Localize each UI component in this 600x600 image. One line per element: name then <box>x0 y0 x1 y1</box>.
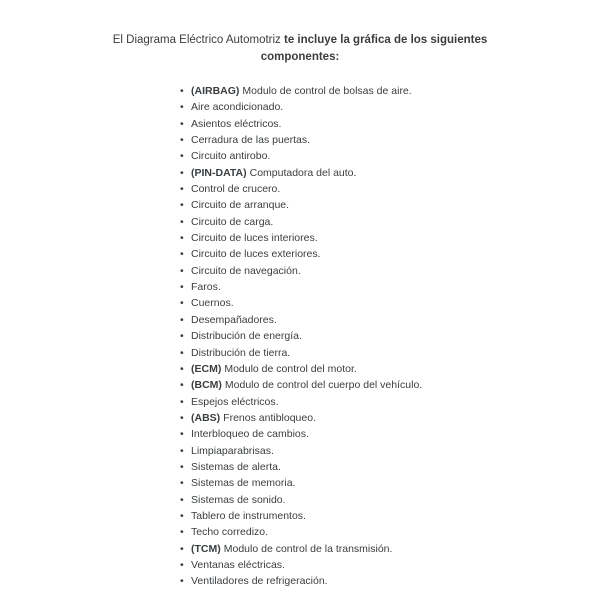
list-item <box>181 541 600 557</box>
bullet-icon: • <box>180 150 184 163</box>
bullet-icon: • <box>180 526 184 539</box>
bullet-icon: • <box>180 575 184 588</box>
list-item <box>181 426 600 442</box>
list-item <box>181 116 600 132</box>
list-item <box>181 83 600 99</box>
component-text: Circuito de carga. <box>191 215 274 228</box>
component-text: Sistemas de alerta. <box>191 460 281 473</box>
bullet-icon: • <box>180 117 184 130</box>
component-text: Espejos eléctricos. <box>191 395 279 408</box>
list-item <box>181 295 600 311</box>
component-text: Interbloqueo de cambios. <box>191 428 309 441</box>
component-text: Modulo de control de la transmisión. <box>223 542 393 555</box>
component-text: Circuito de luces exteriores. <box>191 248 321 261</box>
list-item <box>181 181 600 197</box>
bullet-icon: • <box>180 313 184 326</box>
bullet-icon: • <box>180 395 184 408</box>
component-text: Distribución de tierra. <box>191 346 291 359</box>
component-text: Circuito de arranque. <box>191 199 290 212</box>
list-item <box>181 230 600 246</box>
bullet-icon: • <box>180 460 184 473</box>
component-text: Aire acondicionado. <box>191 101 284 114</box>
component-text: Sistemas de memoria. <box>191 477 296 490</box>
bullet-icon: • <box>180 232 184 245</box>
component-text: Frenos antibloqueo. <box>223 411 316 424</box>
list-item <box>181 443 600 459</box>
component-text: Ventanas eléctricas. <box>191 558 285 571</box>
bullet-icon: • <box>180 134 184 147</box>
bullet-icon: • <box>180 85 184 97</box>
bullet-icon: • <box>180 166 184 179</box>
list-item <box>181 246 600 262</box>
list-item <box>181 279 600 295</box>
list-item <box>181 263 600 279</box>
component-text: Modulo de control del cuerpo del vehículo. <box>224 379 423 392</box>
list-item <box>181 508 600 524</box>
component-text: Modulo de control del motor. <box>224 362 357 375</box>
component-text: Faros. <box>191 281 221 294</box>
list-item <box>181 410 600 426</box>
bullet-icon: • <box>180 248 184 261</box>
bullet-icon: • <box>180 558 184 571</box>
bullet-icon: • <box>180 297 184 310</box>
bullet-icon: • <box>180 477 184 490</box>
component-text: Circuito de navegación. <box>191 264 301 277</box>
list-item <box>181 361 600 377</box>
list-item <box>181 165 600 181</box>
component-text: Sistemas de sonido. <box>191 493 286 506</box>
title-bold-text <box>261 34 488 63</box>
component-text: Asientos eléctricos. <box>191 117 282 130</box>
component-text: Distribución de energía. <box>191 330 302 343</box>
title-bold-line1: te incluye la gráfica de los siguientes <box>284 34 488 46</box>
component-code: (TCM) <box>191 542 221 555</box>
bullet-icon: • <box>180 444 184 457</box>
components-list <box>181 83 600 590</box>
bullet-icon: • <box>180 542 184 555</box>
bullet-icon: • <box>180 411 184 424</box>
bullet-icon: • <box>180 215 184 228</box>
component-text: Cerradura de las puertas. <box>191 134 311 147</box>
component-code: (AIRBAG) <box>191 85 240 97</box>
page-title <box>100 32 500 65</box>
component-code: (BCM) <box>191 379 222 392</box>
list-item <box>181 573 600 589</box>
bullet-icon: • <box>180 183 184 196</box>
list-item <box>181 148 600 164</box>
bullet-icon: • <box>180 199 184 212</box>
list-item <box>181 312 600 328</box>
component-text: Limpiaparabrisas. <box>191 444 274 457</box>
list-item <box>181 394 600 410</box>
list-item <box>181 197 600 213</box>
component-text: Tablero de instrumentos. <box>191 509 306 522</box>
component-text: Circuito de luces interiores. <box>191 232 318 245</box>
component-text: Control de crucero. <box>191 183 281 196</box>
bullet-icon: • <box>180 281 184 294</box>
title-regular-text: El Diagrama Eléctrico Automotriz <box>112 34 281 46</box>
bullet-icon: • <box>180 264 184 277</box>
component-text: Desempañadores. <box>191 313 277 326</box>
component-code: (ECM) <box>191 362 222 375</box>
bullet-icon: • <box>180 379 184 392</box>
list-item <box>181 132 600 148</box>
bullet-icon: • <box>180 330 184 343</box>
component-text: Cuernos. <box>191 297 234 310</box>
component-text: Modulo de control de bolsas de aire. <box>242 85 412 97</box>
list-item <box>181 345 600 361</box>
component-text: Techo corredizo. <box>191 526 269 539</box>
title-bold-line2: componentes: <box>260 50 340 63</box>
bullet-icon: • <box>180 346 184 359</box>
list-item <box>181 214 600 230</box>
list-item <box>181 524 600 540</box>
list-item <box>181 328 600 344</box>
list-item <box>181 99 600 115</box>
bullet-icon: • <box>180 509 184 522</box>
list-item <box>181 557 600 573</box>
component-code: (ABS) <box>191 411 221 424</box>
bullet-icon: • <box>180 428 184 441</box>
list-item <box>181 492 600 508</box>
bullet-icon: • <box>180 362 184 375</box>
component-text: Ventiladores de refrigeración. <box>191 575 328 588</box>
list-item <box>181 459 600 475</box>
component-text: Circuito antirobo. <box>191 150 271 163</box>
bullet-icon: • <box>180 493 184 506</box>
list-item <box>181 475 600 491</box>
bullet-icon: • <box>180 101 184 114</box>
component-code: (PIN-DATA) <box>191 166 247 179</box>
list-item <box>181 377 600 393</box>
component-text: Computadora del auto. <box>249 166 357 179</box>
